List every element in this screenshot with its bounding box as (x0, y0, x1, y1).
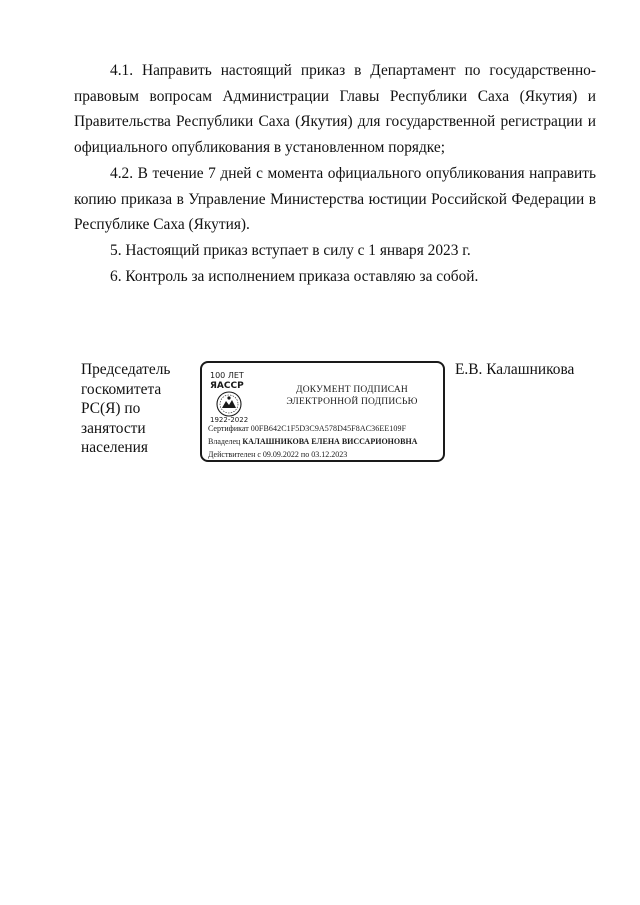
signer-title-line: РС(Я) по (81, 400, 141, 417)
stamp-heading-line-1: ДОКУМЕНТ ПОДПИСАН (296, 385, 408, 395)
stamp-heading (264, 384, 440, 408)
emblem-text-mid: ЯАССР (210, 381, 244, 391)
signer-name: Е.В. Калашникова (455, 361, 575, 378)
emblem-years: 1922-2022 (210, 416, 249, 424)
paragraph-4-2: 4.2. В течение 7 дней с момента официального опубликования направить копию приказа в Управление Министерства юстиции Российской Федерации в Республике Саха (Якутия). (74, 164, 596, 234)
paragraph-4-1: 4.1. Направить настоящий приказ в Департамент по государственно-правовым вопросам Администрации Главы Республики Саха (Якутия) и Правительства Республики Саха (Якутия) для государственной регистрации и официального опубликования в установленном порядке; (74, 62, 596, 157)
certificate-value: 00FB642C1F5D3C9A578D45F8AC36EE109F (250, 424, 407, 433)
signer-title-line: госкомитета (81, 380, 162, 398)
valid-from: 09.09.2022 (262, 450, 299, 459)
stamp-heading-line-2: ЭЛЕКТРОННОЙ ПОДПИСЬЮ (286, 397, 418, 407)
signer-title (81, 360, 191, 458)
paragraph-5: 5. Настоящий приказ вступает в силу с 1 января 2023 г. (110, 241, 471, 259)
signer-title-line: Председатель (81, 361, 171, 378)
owner-line (208, 437, 417, 447)
anniversary-emblem-icon (207, 368, 263, 424)
valid-to-label: по (300, 450, 310, 459)
certificate-label: Сертификат (208, 424, 249, 433)
valid-to: 03.12.2023 (311, 450, 348, 459)
paragraph-6: 6. Контроль за исполнением приказа оставляю за собой. (110, 267, 479, 285)
electronic-signature-stamp (200, 361, 445, 462)
signer-title-line: населения (81, 439, 148, 456)
signer-title-line: занятости (81, 419, 146, 437)
owner-value: КАЛАШНИКОВА ЕЛЕНА ВИССАРИОНОВНА (242, 437, 418, 446)
document-body (74, 58, 596, 289)
certificate-line (208, 424, 406, 434)
valid-label: Действителен с (208, 450, 261, 459)
validity-line (208, 450, 347, 460)
emblem-text-top: 100 ЛЕТ (210, 371, 244, 380)
owner-label: Владелец (208, 437, 241, 446)
